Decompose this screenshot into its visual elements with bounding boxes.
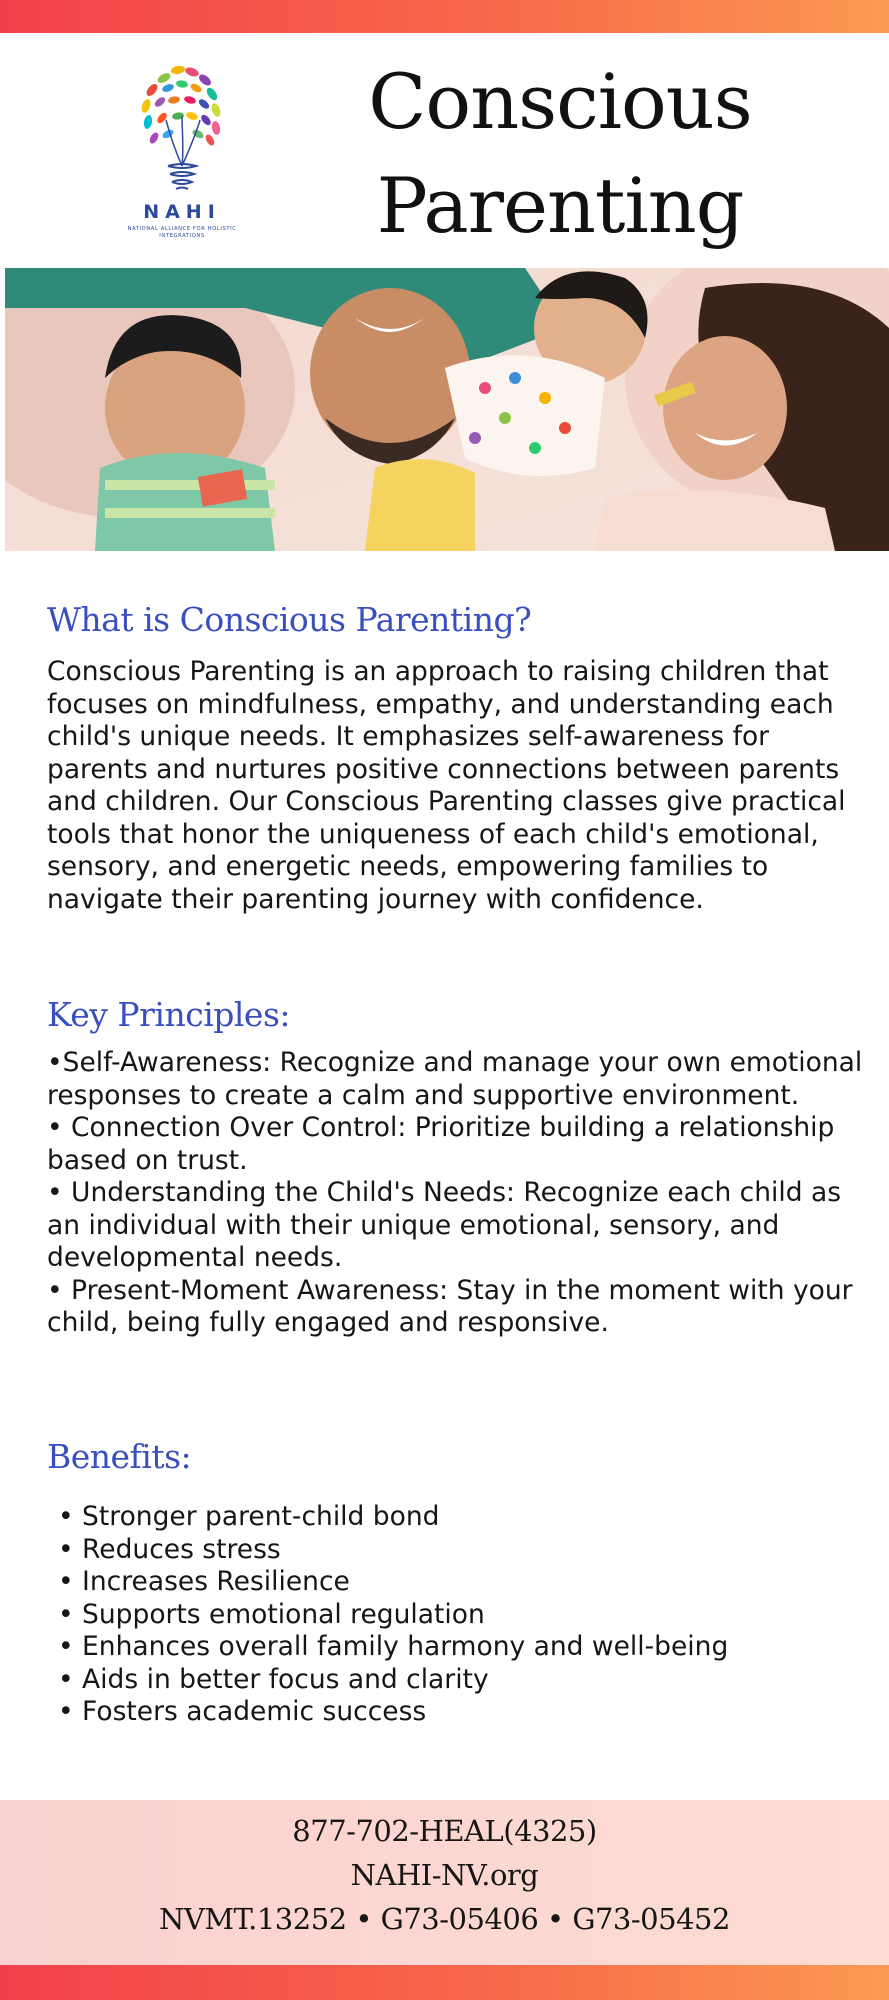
benefit-item: • Increases Resilience xyxy=(58,1566,350,1597)
benefit-item: • Stronger parent-child bond xyxy=(58,1501,440,1532)
principle-item: •Self-Awareness: Recognize and manage your own emotional responses to create a calm and supportive environment. xyxy=(47,1047,863,1111)
lightbulb-leaves-icon xyxy=(112,58,252,198)
benefit-item: • Aids in better focus and clarity xyxy=(58,1663,489,1695)
phone-number: 877-702-HEAL(4325) xyxy=(292,1814,597,1848)
website-link[interactable]: NAHI-NV.org xyxy=(350,1858,539,1892)
principles-heading: Key Principles: xyxy=(47,995,291,1034)
benefits-heading: Benefits: xyxy=(47,1437,192,1476)
what-is-body: Conscious Parenting is an approach to raising children that focuses on mindfulness, empathy, and understanding each child's unique needs. It emphasizes self-awareness for parents and nurtures positive connections between parents and children. Our Conscious Parenting classes give practical tools that honor the uniqueness of each child's emotional, sensory, and energetic needs, empowering families to navigate their parenting journey with confidence. xyxy=(47,656,846,915)
what-is-heading: What is Conscious Parenting? xyxy=(47,600,532,639)
logo-name: NAHI xyxy=(143,201,221,223)
title-line-2: Parenting xyxy=(376,161,744,250)
benefit-item: • Supports emotional regulation xyxy=(58,1598,485,1630)
license-numbers: NVMT.13252 • G73-05406 • G73-05452 xyxy=(159,1902,730,1936)
benefits-list xyxy=(58,1501,858,1729)
logo-tagline: NATIONAL ALLIANCE FOR HOLISTIC INTEGRATIONS xyxy=(127,226,237,239)
nahi-logo xyxy=(112,58,252,248)
top-accent-bar xyxy=(0,0,889,33)
principle-item: • Present-Moment Awareness: Stay in the moment with your child, being fully engaged and responsive. xyxy=(47,1274,853,1338)
title-line-1: Conscious xyxy=(368,57,752,146)
benefit-item: • Fosters academic success xyxy=(58,1696,427,1727)
principle-item: • Understanding the Child's Needs: Recognize each child as an individual with their unique emotional, sensory, and developmental needs. xyxy=(47,1177,842,1273)
page-title xyxy=(340,50,780,258)
bottom-accent-bar xyxy=(0,1965,889,2000)
principle-item: • Connection Over Control: Prioritize building a relationship based on trust. xyxy=(47,1112,835,1176)
benefit-item: • Reduces stress xyxy=(58,1533,281,1565)
benefit-item: • Enhances overall family harmony and well-being xyxy=(58,1631,729,1662)
contact-footer xyxy=(0,1800,889,1965)
family-photo xyxy=(5,268,889,551)
principles-list xyxy=(47,1047,867,1340)
family-photo-illustration xyxy=(5,268,889,551)
